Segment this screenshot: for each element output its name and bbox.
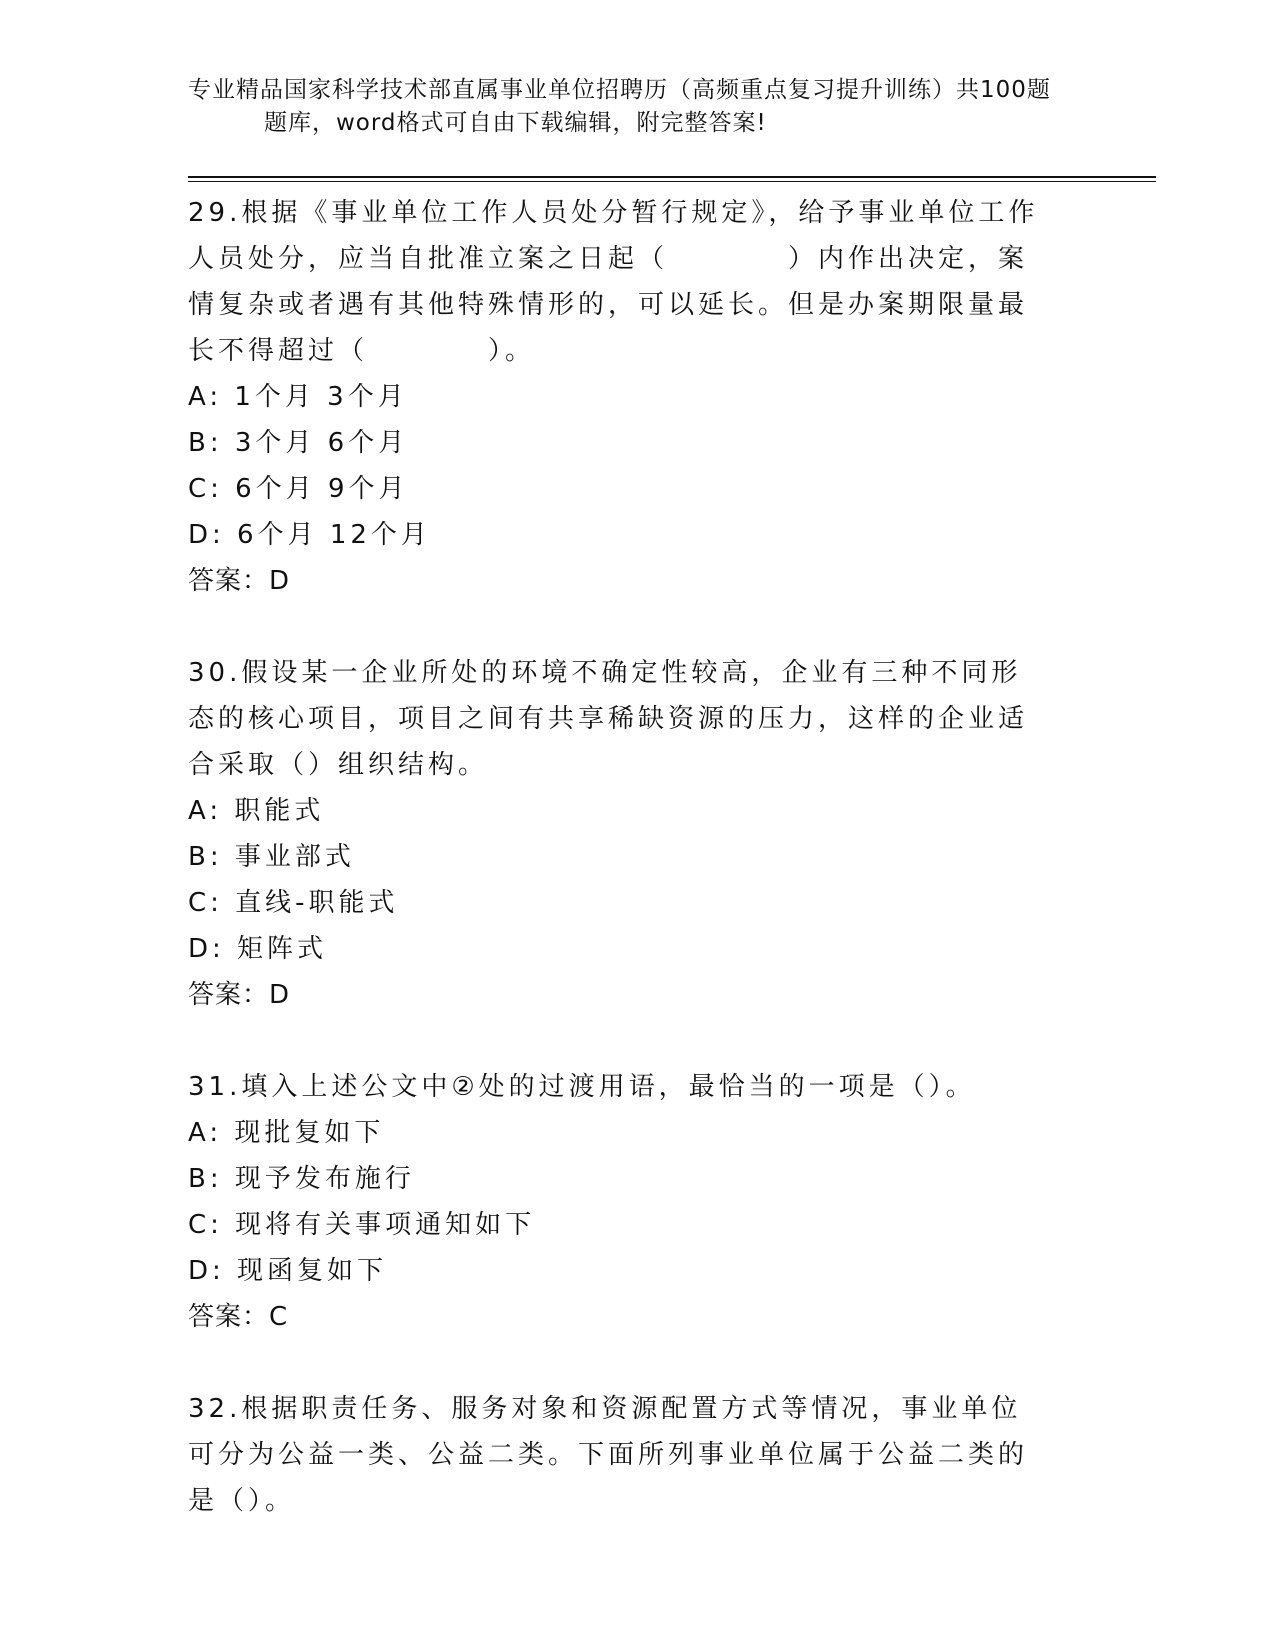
question-stem: 29.根据《事业单位工作人员处分暂行规定》，给予事业单位工作人员处分，应当自批准立案之日起（ ）内作出决定，案情复杂或者遇有其他特殊情形的，可以延长。但是办案期限量最长不得超过（ ）。	[188, 198, 1039, 366]
question-30	[188, 650, 1088, 1018]
option-c: C: 6个月 9个月	[188, 474, 409, 504]
question-stem: 31.填入上述公文中②处的过渡用语，最恰当的一项是（）。	[188, 1072, 976, 1102]
question-stem: 32.根据职责任务、服务对象和资源配置方式等情况，事业单位可分为公益一类、公益二类。下面所列事业单位属于公益二类的是（）。	[188, 1394, 1029, 1516]
option-b: B: 3个月 6个月	[188, 428, 409, 458]
header-title-line2: 题库，word格式可自由下载编辑，附完整答案!	[264, 110, 767, 136]
option-a: A: 职能式	[188, 796, 325, 826]
option-d: D: 现函复如下	[188, 1256, 388, 1286]
option-b: B: 现予发布施行	[188, 1164, 415, 1194]
question-stem: 30.假设某一企业所处的环境不确定性较高，企业有三种不同形态的核心项目，项目之间有共享稀缺资源的压力，这样的企业适合采取（）组织结构。	[188, 658, 1029, 780]
option-d: D: 6个月 12个月	[188, 520, 431, 550]
question-29	[188, 190, 1088, 604]
question-32	[188, 1386, 1088, 1524]
header-divider-thick	[188, 176, 1156, 178]
answer-label: 答案：D	[188, 566, 291, 596]
question-list	[188, 190, 1088, 1524]
option-a: A: 1个月 3个月	[188, 382, 408, 412]
option-b: B: 事业部式	[188, 842, 355, 872]
option-c: C: 现将有关事项通知如下	[188, 1210, 536, 1240]
option-d: D: 矩阵式	[188, 934, 328, 964]
header-divider-thin	[188, 181, 1156, 182]
answer-label: 答案：C	[188, 1302, 289, 1332]
document-header	[188, 74, 1088, 140]
option-a: A: 现批复如下	[188, 1118, 385, 1148]
answer-label: 答案：D	[188, 980, 291, 1010]
header-title-line1: 专业精品国家科学技术部直属事业单位招聘历（高频重点复习提升训练）共100题	[188, 77, 1051, 103]
option-c: C: 直线-职能式	[188, 888, 399, 918]
question-31	[188, 1064, 1088, 1340]
